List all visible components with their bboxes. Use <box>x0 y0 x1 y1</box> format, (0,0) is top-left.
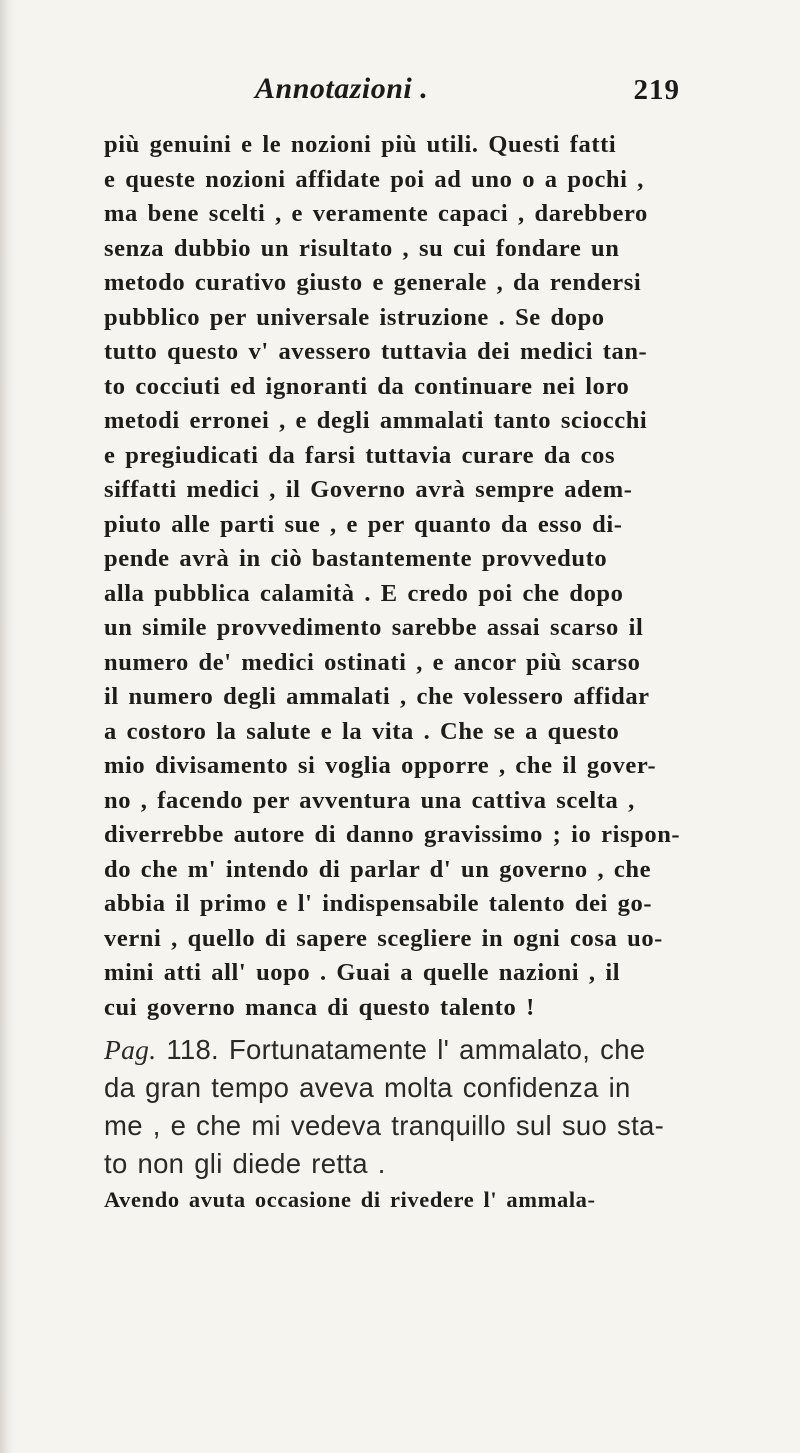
text-line: il numero degli ammalati , che volessero affidar <box>104 683 650 710</box>
text-line: piuto alle parti sue , e per quanto da esso di- <box>104 510 623 538</box>
note-text: 118. Fortunatamente l' ammalato, che <box>156 1034 646 1065</box>
body-text <box>104 128 744 1217</box>
note-line: to non gli diede retta . <box>104 1148 386 1179</box>
text-line: senza dubbio un risultato , su cui fondare un <box>104 234 620 262</box>
text-line: verni , quello di sapere scegliere in ogni cosa uo- <box>104 924 663 952</box>
text-line: mio divisamento si voglia opporre , che il gover- <box>104 752 657 779</box>
text-line: to cocciuti ed ignoranti da continuare nei loro <box>104 372 630 400</box>
text-line: e queste nozioni affidate poi ad uno o a pochi , <box>104 165 645 193</box>
text-line: a costoro la salute e la vita . Che se a questo <box>104 717 620 745</box>
binding-edge <box>0 0 14 1453</box>
page-number: 219 <box>633 74 680 106</box>
running-head <box>150 72 680 116</box>
text-line: tutto questo v' avessero tuttavia dei medici tan- <box>104 338 648 365</box>
text-line: più genuini e le nozioni più utili. Questi fatti <box>104 131 617 158</box>
text-line: numero de' medici ostinati , e ancor più scarso <box>104 648 641 676</box>
text-line: mini atti all' uopo . Guai a quelle nazioni , il <box>104 959 621 986</box>
note-line: me , e che mi vedeva tranquillo sul suo sta- <box>104 1110 665 1141</box>
text-line: metodi erronei , e degli ammalati tanto sciocchi <box>104 407 648 434</box>
text-line: do che m' intendo di parlar d' un governo , che <box>104 855 652 883</box>
text-line: siffatti medici , il Governo avrà sempre adem- <box>104 476 633 503</box>
text-line: alla pubblica calamità . E credo poi che dopo <box>104 579 624 607</box>
note-line: da gran tempo aveva molta confidenza in <box>104 1072 631 1103</box>
text-line: diverrebbe autore di danno gravissimo ; io rispon- <box>104 821 681 848</box>
text-line: metodo curativo giusto e generale , da rendersi <box>104 269 642 296</box>
text-line: e pregiudicati da farsi tuttavia curare da cos <box>104 441 616 469</box>
note-line-first <box>104 1031 744 1069</box>
text-line: no , facendo per avventura una cattiva scelta , <box>104 786 635 814</box>
text-line: abbia il primo e l' indispensabile talento dei go- <box>104 890 653 917</box>
final-line: Avendo avuta occasione di rivedere l' ammala- <box>104 1187 596 1212</box>
pag-label: Pag. <box>104 1034 157 1065</box>
text-line: ma bene scelti , e veramente capaci , darebbero <box>104 200 648 227</box>
running-title: Annotazioni . <box>255 72 429 105</box>
text-line: pende avrà in ciò bastantemente provveduto <box>104 545 608 572</box>
text-line: pubblico per universale istruzione . Se dopo <box>104 303 605 331</box>
text-line: un simile provvedimento sarebbe assai scarso il <box>104 614 644 641</box>
text-line: cui governo manca di questo talento ! <box>104 993 535 1021</box>
